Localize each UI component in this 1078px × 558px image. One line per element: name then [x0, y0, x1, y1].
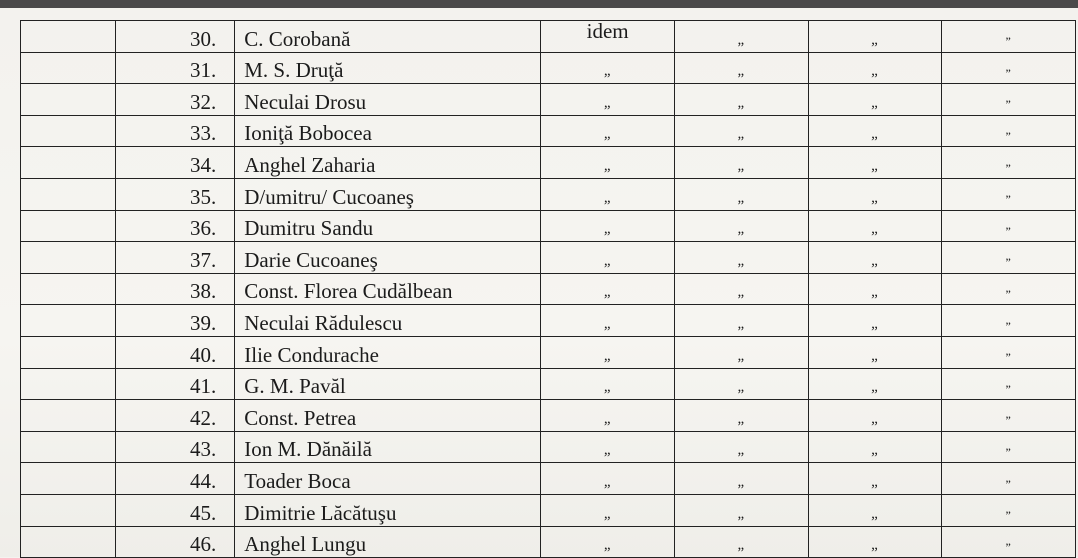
column-4-value — [942, 336, 1076, 368]
ditto-mark: ” — [1005, 160, 1012, 175]
table-row — [21, 463, 1076, 495]
table-row — [21, 273, 1076, 305]
ditto-mark: ” — [1005, 350, 1012, 365]
column-4-value — [942, 368, 1076, 400]
column-4-value — [942, 52, 1076, 84]
ditto-mark: ” — [1005, 129, 1012, 144]
ditto-mark: ” — [1005, 192, 1012, 207]
ditto-mark: ” — [603, 323, 612, 337]
table-row — [21, 178, 1076, 210]
ditto-mark: ” — [871, 450, 879, 463]
column-3-value — [808, 178, 942, 210]
person-name: Ilie Condurache — [235, 336, 541, 368]
ditto-mark: ” — [737, 450, 746, 463]
ditto-mark: ” — [603, 134, 612, 147]
person-name: Ion M. Dănăilă — [235, 431, 541, 463]
blank-cell — [21, 147, 116, 179]
table-row — [21, 431, 1076, 463]
column-1-value — [541, 242, 675, 274]
ditto-mark: ” — [871, 260, 879, 274]
column-1-value — [541, 463, 675, 495]
column-3-value — [808, 52, 942, 84]
column-3-value — [808, 84, 942, 116]
blank-cell — [21, 84, 116, 116]
blank-cell — [21, 178, 116, 210]
column-1-value — [541, 336, 675, 368]
column-1-value — [541, 84, 675, 116]
ditto-mark: ” — [1005, 413, 1012, 428]
ditto-mark: ” — [737, 165, 746, 179]
blank-cell — [21, 526, 116, 558]
person-name: Neculai Drosu — [235, 84, 541, 116]
column-3-value — [808, 273, 942, 305]
column-2-value — [674, 494, 808, 526]
ditto-mark: ” — [1005, 255, 1012, 270]
ditto-mark: ” — [603, 102, 612, 116]
column-2-value — [674, 400, 808, 432]
ditto-mark: ” — [871, 323, 879, 337]
blank-cell — [21, 336, 116, 368]
ditto-mark: ” — [737, 71, 746, 84]
person-name: Dumitru Sandu — [235, 210, 541, 242]
ditto-mark: ” — [603, 481, 612, 495]
column-4-value — [942, 273, 1076, 305]
ditto-mark: ” — [871, 197, 879, 211]
column-2-value — [674, 52, 808, 84]
row-number: 34. — [115, 147, 234, 179]
column-3-value — [808, 431, 942, 463]
column-3-value — [808, 368, 942, 400]
ditto-mark: ” — [737, 197, 746, 211]
column-1-value — [541, 115, 675, 147]
row-number: 40. — [115, 336, 234, 368]
blank-cell — [21, 52, 116, 84]
person-name: Anghel Lungu — [235, 526, 541, 558]
row-number: 32. — [115, 84, 234, 116]
row-number: 41. — [115, 368, 234, 400]
ditto-mark: ” — [1005, 223, 1012, 238]
blank-cell — [21, 21, 116, 53]
column-3-value — [808, 336, 942, 368]
column-2-value — [674, 463, 808, 495]
column-2-value — [674, 242, 808, 274]
person-name: Anghel Zaharia — [235, 147, 541, 179]
ditto-mark: ” — [871, 355, 879, 369]
ditto-mark: ” — [603, 545, 612, 558]
column-1-value — [541, 147, 675, 179]
row-number: 39. — [115, 305, 234, 337]
column-3-value — [808, 494, 942, 526]
column-3-value — [808, 526, 942, 558]
column-4-value — [942, 305, 1076, 337]
ditto-mark: ” — [1005, 445, 1012, 460]
ditto-mark: ” — [1005, 318, 1012, 333]
ditto-mark: ” — [603, 418, 612, 432]
ditto-mark: ” — [1005, 65, 1012, 80]
ditto-mark: ” — [737, 545, 746, 558]
table-row — [21, 494, 1076, 526]
ditto-mark: ” — [603, 229, 612, 242]
ditto-mark: ” — [737, 323, 746, 337]
blank-cell — [21, 494, 116, 526]
column-4-value — [942, 494, 1076, 526]
person-name: M. S. Druţă — [235, 52, 541, 84]
column-4-value — [942, 526, 1076, 558]
column-4-value — [942, 463, 1076, 495]
column-3-value — [808, 463, 942, 495]
column-2-value — [674, 336, 808, 368]
person-name: Const. Petrea — [235, 400, 541, 432]
blank-cell — [21, 368, 116, 400]
table-row — [21, 305, 1076, 337]
top-edge-bar — [0, 0, 1078, 8]
table-row — [21, 526, 1076, 558]
person-name: Ioniţă Bobocea — [235, 115, 541, 147]
ditto-mark: ” — [1005, 34, 1012, 49]
ditto-mark: ” — [603, 165, 612, 179]
table-row — [21, 52, 1076, 84]
column-4-value — [942, 400, 1076, 432]
column-2-value — [674, 147, 808, 179]
row-number: 31. — [115, 52, 234, 84]
ditto-mark: ” — [871, 134, 879, 147]
ditto-mark: ” — [871, 165, 879, 179]
table-body — [21, 21, 1076, 558]
ditto-mark: ” — [871, 387, 879, 400]
table-row — [21, 115, 1076, 147]
column-1-value — [541, 273, 675, 305]
person-name: G. M. Pavăl — [235, 368, 541, 400]
column-2-value — [674, 21, 808, 53]
row-number: 35. — [115, 178, 234, 210]
row-number: 43. — [115, 431, 234, 463]
column-1-value — [541, 368, 675, 400]
ditto-mark: ” — [603, 260, 612, 274]
row-number: 30. — [115, 21, 234, 53]
ditto-mark: ” — [737, 292, 746, 305]
row-number: 42. — [115, 400, 234, 432]
ditto-mark: ” — [603, 450, 612, 463]
ditto-mark: ” — [603, 292, 612, 305]
person-name: D/umitru/ Cucoaneş — [235, 178, 541, 210]
ditto-mark: ” — [603, 71, 612, 84]
column-2-value — [674, 115, 808, 147]
column-1-value — [541, 400, 675, 432]
table-row — [21, 210, 1076, 242]
ditto-mark: ” — [737, 134, 746, 147]
ditto-mark: ” — [1005, 381, 1012, 396]
column-1-value — [541, 52, 675, 84]
row-number: 44. — [115, 463, 234, 495]
column-4-value — [942, 84, 1076, 116]
ditto-mark: ” — [871, 229, 879, 242]
column-4-value — [942, 21, 1076, 53]
document-page — [0, 8, 1078, 557]
ditto-mark: ” — [603, 387, 612, 400]
ditto-mark: ” — [1005, 287, 1012, 302]
blank-cell — [21, 273, 116, 305]
column-2-value — [674, 305, 808, 337]
row-number: 33. — [115, 115, 234, 147]
column-3-value — [808, 400, 942, 432]
column-3-value — [808, 115, 942, 147]
column-3-value — [808, 305, 942, 337]
ditto-mark: ” — [737, 387, 746, 400]
column-4-value — [942, 242, 1076, 274]
ditto-mark: ” — [871, 71, 879, 84]
column-3-value — [808, 242, 942, 274]
table-row — [21, 336, 1076, 368]
column-1-value — [541, 526, 675, 558]
column-2-value — [674, 526, 808, 558]
blank-cell — [21, 210, 116, 242]
ditto-mark: ” — [1005, 476, 1012, 491]
row-number: 46. — [115, 526, 234, 558]
column-2-value — [674, 368, 808, 400]
ditto-mark: ” — [1005, 539, 1012, 554]
row-number: 38. — [115, 273, 234, 305]
table-row — [21, 84, 1076, 116]
row-number: 36. — [115, 210, 234, 242]
table-row — [21, 147, 1076, 179]
column-3-value — [808, 147, 942, 179]
blank-cell — [21, 115, 116, 147]
blank-cell — [21, 463, 116, 495]
blank-cell — [21, 305, 116, 337]
column-3-value — [808, 21, 942, 53]
person-name: Const. Florea Cudălbean — [235, 273, 541, 305]
column-2-value — [674, 84, 808, 116]
column-2-value — [674, 431, 808, 463]
ditto-mark: ” — [1005, 97, 1012, 112]
person-name: Toader Boca — [235, 463, 541, 495]
column-1-value — [541, 305, 675, 337]
blank-cell — [21, 242, 116, 274]
column-1-value — [541, 178, 675, 210]
person-name: Dimitrie Lăcătuşu — [235, 494, 541, 526]
ditto-mark: ” — [871, 481, 879, 495]
column-4-value — [942, 115, 1076, 147]
column-2-value — [674, 210, 808, 242]
ditto-mark: ” — [737, 39, 746, 53]
blank-cell — [21, 431, 116, 463]
ditto-mark: ” — [871, 545, 879, 558]
ditto-mark: ” — [737, 102, 746, 116]
ditto-mark: ” — [871, 513, 879, 526]
ditto-mark: ” — [737, 513, 746, 526]
table-row — [21, 21, 1076, 53]
ditto-mark: ” — [1005, 508, 1012, 523]
table-row — [21, 400, 1076, 432]
ditto-mark: ” — [603, 355, 612, 369]
column-4-value — [942, 147, 1076, 179]
ditto-mark: ” — [603, 197, 612, 211]
ditto-mark: ” — [871, 418, 879, 432]
ditto-mark: ” — [737, 355, 746, 369]
person-name: Darie Cucoaneş — [235, 242, 541, 274]
column-2-value — [674, 178, 808, 210]
blank-cell — [21, 400, 116, 432]
column-1-value — [541, 494, 675, 526]
column-4-value — [942, 210, 1076, 242]
ditto-mark: ” — [871, 102, 879, 116]
column-1-value — [541, 210, 675, 242]
ditto-mark: ” — [871, 292, 879, 305]
table-row — [21, 368, 1076, 400]
row-number: 37. — [115, 242, 234, 274]
column-4-value — [942, 178, 1076, 210]
name-list-table — [20, 20, 1076, 558]
column-1-value: idem — [541, 21, 675, 53]
ditto-mark: ” — [737, 481, 746, 495]
ditto-mark: ” — [603, 513, 612, 526]
person-name: Neculai Rădulescu — [235, 305, 541, 337]
column-3-value — [808, 210, 942, 242]
person-name: C. Corobană — [235, 21, 541, 53]
table-row — [21, 242, 1076, 274]
ditto-mark: ” — [737, 260, 746, 274]
ditto-mark: ” — [737, 229, 746, 242]
ditto-mark: ” — [871, 39, 879, 53]
column-2-value — [674, 273, 808, 305]
row-number: 45. — [115, 494, 234, 526]
column-1-value — [541, 431, 675, 463]
ditto-mark: ” — [737, 418, 746, 432]
column-4-value — [942, 431, 1076, 463]
